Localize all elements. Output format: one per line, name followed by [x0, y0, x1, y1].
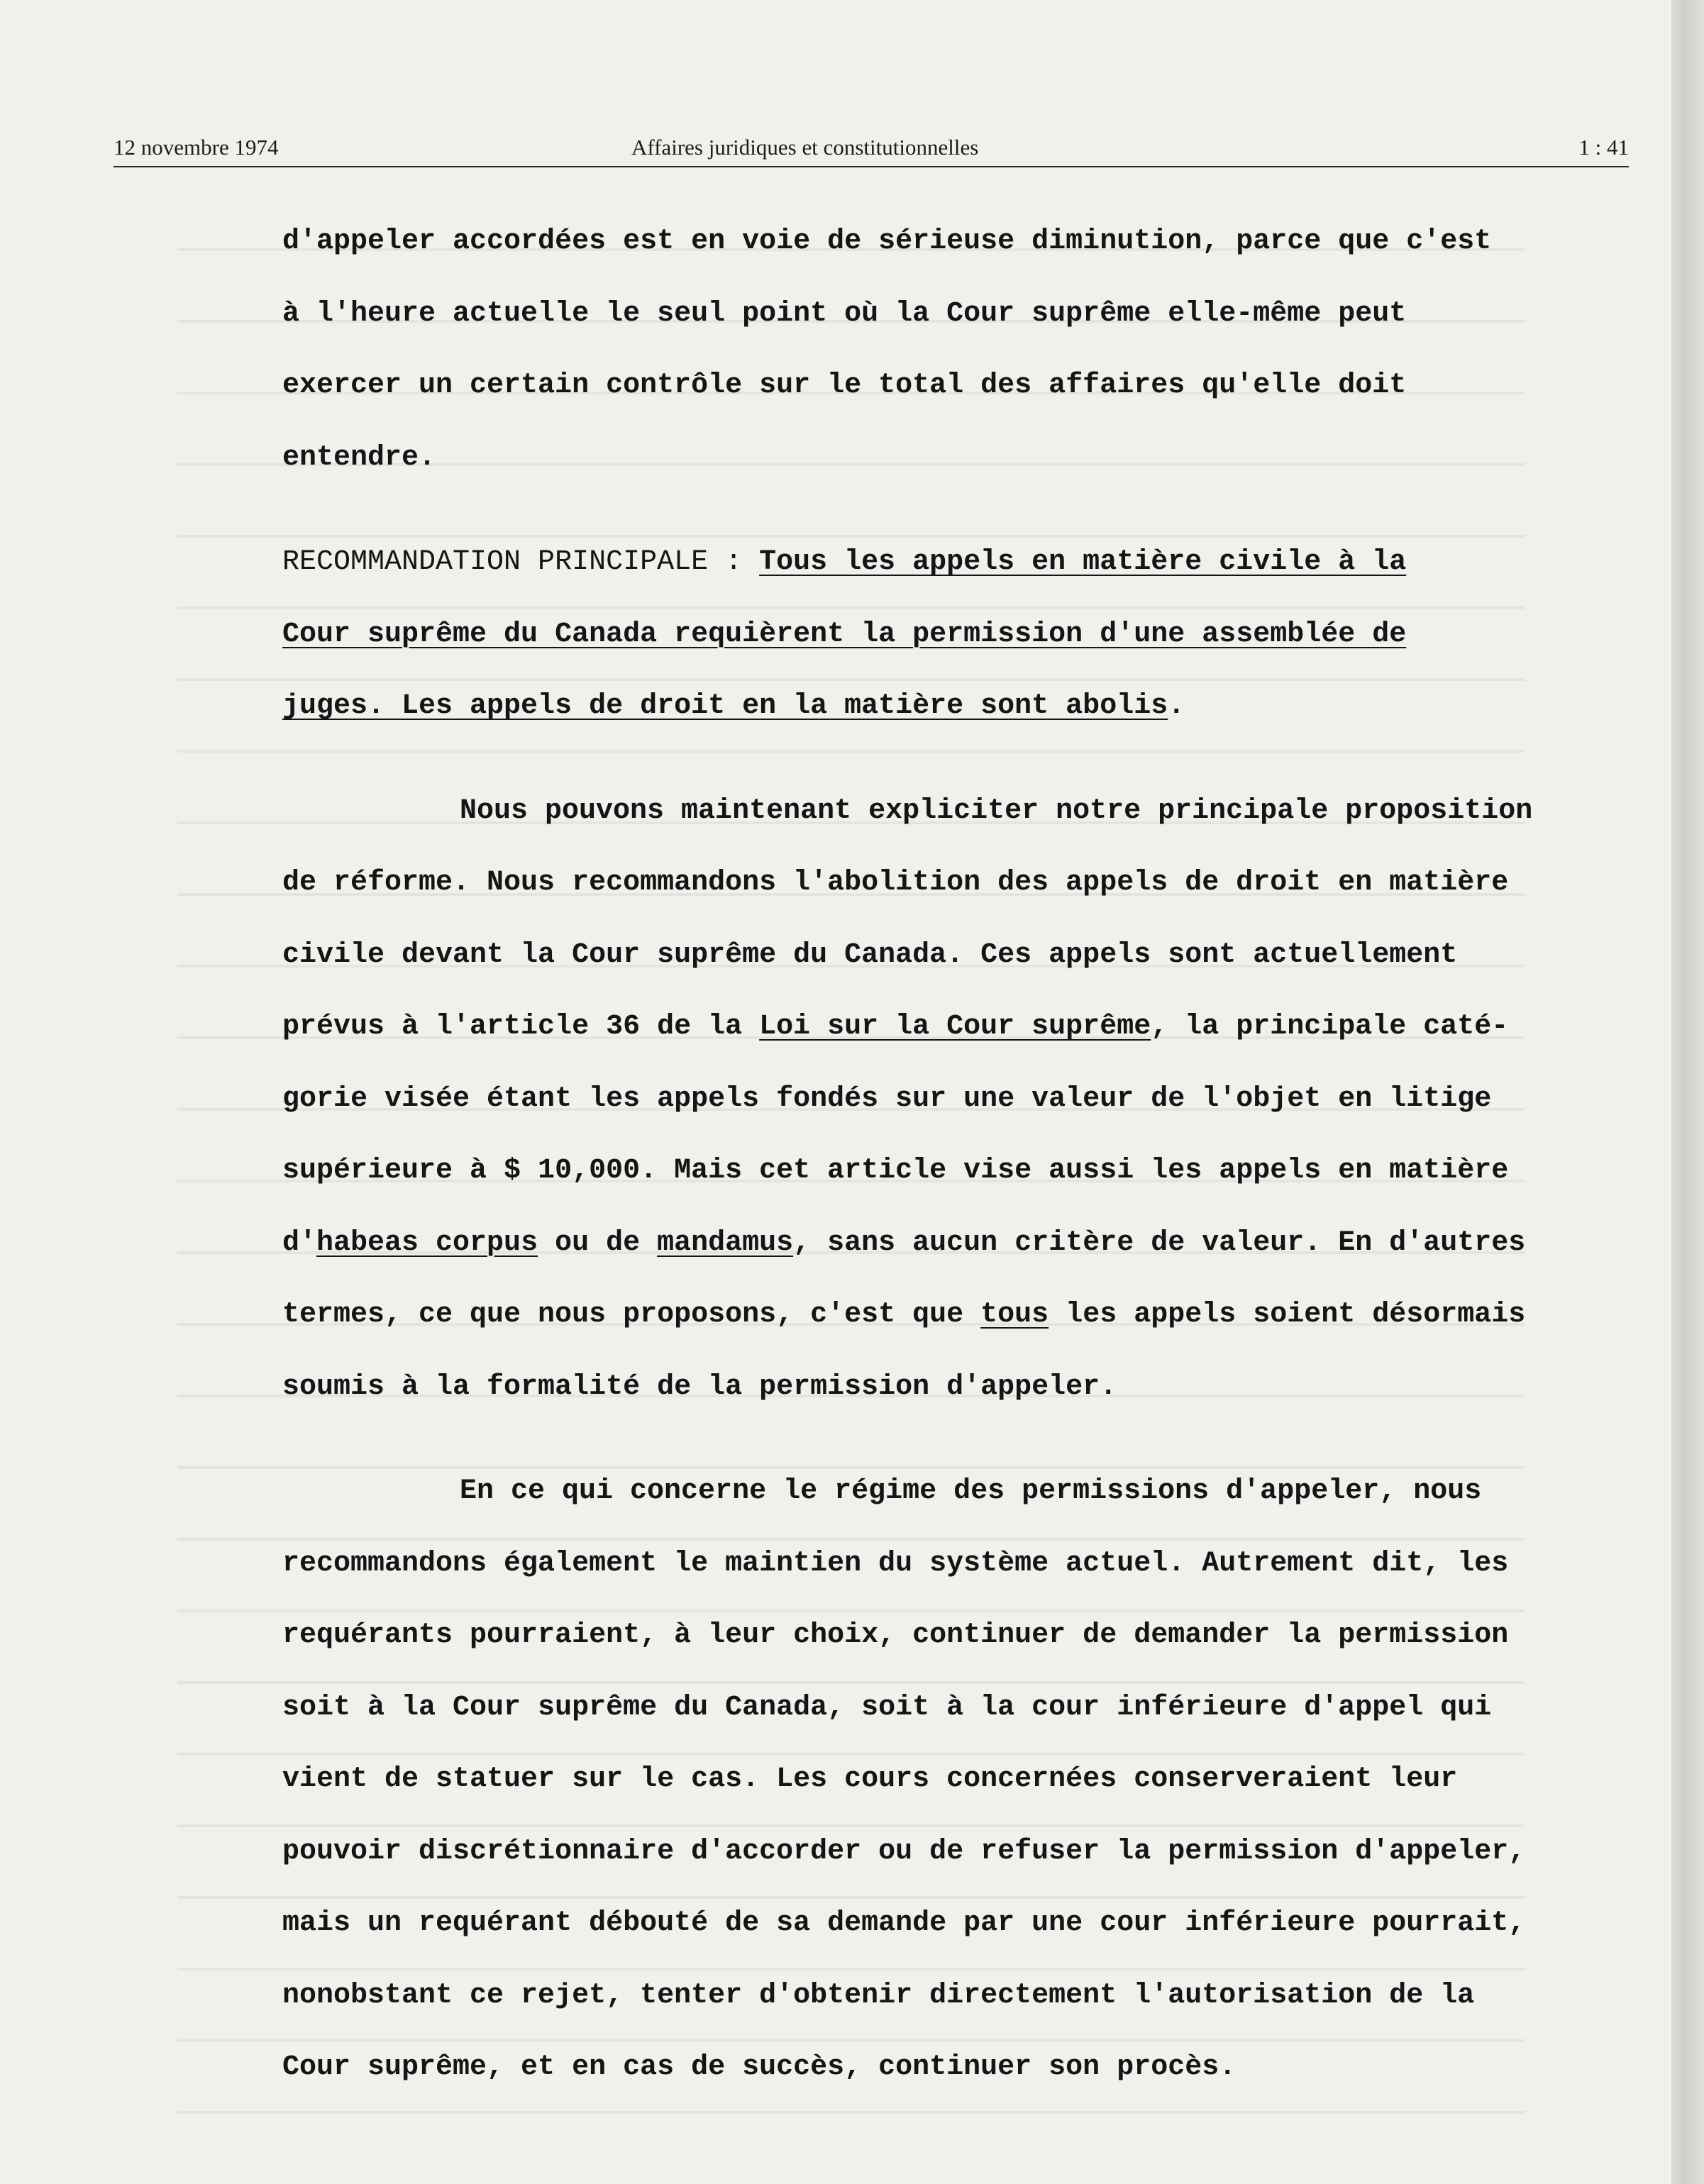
- text-line: [282, 1207, 1616, 1280]
- text-line: nonobstant ce rejet, tenter d'obtenir directement l'autorisation de la: [282, 1979, 1475, 2012]
- text-line: supérieure à $ 10,000. Mais cet article vise aussi les appels en matière: [282, 1155, 1509, 1187]
- underlined-text: mandamus: [657, 1226, 794, 1259]
- text-line: civile devant la Cour suprême du Canada. Ces appels sont actuellement: [282, 938, 1458, 971]
- header-title: Affaires juridiques et constitutionnelles: [631, 135, 979, 160]
- text-line: entendre.: [282, 441, 436, 474]
- recommendation-label: RECOMMANDATION PRINCIPALE :: [282, 546, 760, 578]
- paragraph-gap: [282, 494, 1616, 526]
- recommendation-line-3: [282, 670, 1616, 743]
- page-header: [114, 132, 1629, 167]
- body-text: [282, 206, 1616, 2104]
- text-line: pouvoir discrétionnaire d'accorder ou de refuser la permission d'appeler,: [282, 1835, 1526, 1868]
- text-line: En ce qui concerne le régime des permissions d'appeler, nous: [460, 1475, 1482, 1507]
- text-line: exercer un certain contrôle sur le total des affaires qu'elle doit: [282, 370, 1407, 401]
- text-line: mais un requérant débouté de sa demande par une cour inférieure pourrait,: [282, 1907, 1526, 1939]
- header-date: 12 novembre 1974: [114, 135, 279, 160]
- underlined-text: tous: [980, 1299, 1049, 1331]
- header-page-number: 1 : 41: [1578, 135, 1629, 160]
- text-fragment: prévus à l'article 36 de la: [282, 1011, 760, 1043]
- text-line: soumis à la formalité de la permission d'appeler.: [282, 1370, 1117, 1403]
- text-line: [282, 1279, 1616, 1351]
- paragraph-gap: [282, 1423, 1616, 1456]
- text-line: soit à la Cour suprême du Canada, soit à la cour inférieure d'appel qui: [282, 1691, 1492, 1724]
- text-fragment: .: [1168, 690, 1185, 722]
- text-fragment: , sans aucun critère de valeur. En d'autres: [793, 1226, 1526, 1259]
- text-line: à l'heure actuelle le seul point où la Cour suprême elle-même peut: [282, 297, 1407, 330]
- underlined-text: juges. Les appels de droit en la matière sont abolis: [282, 690, 1168, 722]
- text-fragment: ou de: [538, 1226, 658, 1259]
- page-edge-shadow: [1671, 0, 1704, 2184]
- underlined-text: Cour suprême du Canada requièrent la permission d'une assemblée de: [282, 618, 1407, 650]
- text-line: recommandons également le maintien du système actuel. Autrement dit, les: [282, 1547, 1509, 1580]
- underlined-text: Loi sur la Cour suprême: [759, 1011, 1151, 1043]
- recommendation-line-2: [282, 599, 1616, 671]
- text-line: de réforme. Nous recommandons l'abolition des appels de droit en matière: [282, 867, 1509, 899]
- text-line: Nous pouvons maintenant expliciter notre principale proposition: [460, 794, 1533, 827]
- recommendation-line-1: [282, 526, 1616, 599]
- text-fragment: , la principale caté-: [1151, 1011, 1509, 1043]
- text-line: Cour suprême, et en cas de succès, continuer son procès.: [282, 2051, 1236, 2083]
- paragraph-gap: [282, 743, 1616, 775]
- underlined-text: Tous les appels en matière civile à la: [759, 546, 1407, 578]
- text-line: vient de statuer sur le cas. Les cours concernées conserveraient leur: [282, 1763, 1458, 1795]
- text-fragment: les appels soient désormais: [1049, 1299, 1526, 1331]
- text-line: gorie visée étant les appels fondés sur une valeur de l'objet en litige: [282, 1082, 1492, 1115]
- text-line: requérants pourraient, à leur choix, continuer de demander la permission: [282, 1619, 1509, 1651]
- text-line: d'appeler accordées est en voie de sérieuse diminution, parce que c'est: [282, 226, 1492, 257]
- text-fragment: d': [282, 1226, 317, 1259]
- text-line: [282, 991, 1616, 1063]
- text-fragment: termes, ce que nous proposons, c'est que: [282, 1299, 981, 1331]
- underlined-text: habeas corpus: [316, 1226, 538, 1259]
